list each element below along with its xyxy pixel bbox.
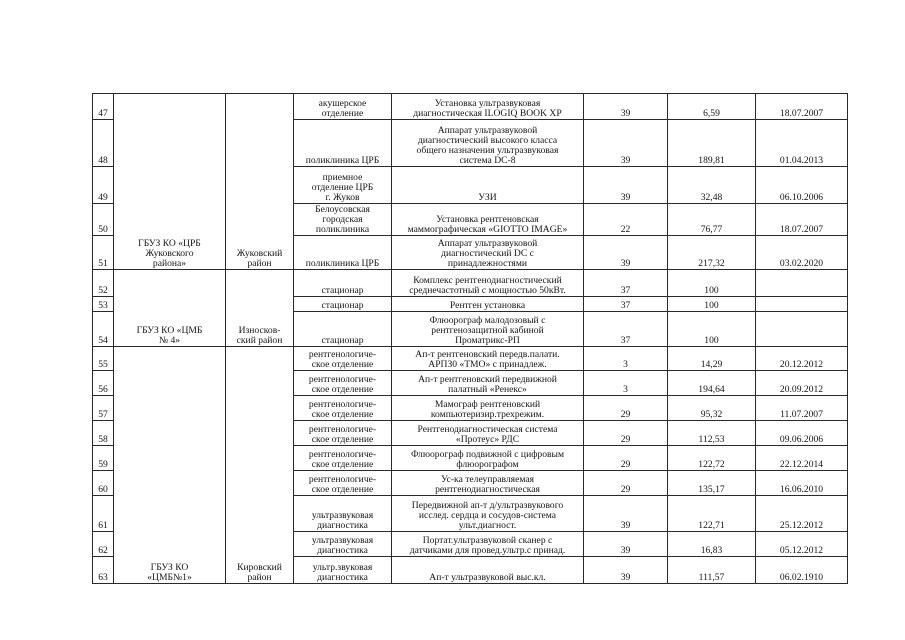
code-cell: 3: [584, 371, 668, 396]
district-cell: Износков- ский район: [226, 270, 294, 347]
date-cell: 25.12.2012: [756, 496, 848, 532]
date-cell: [756, 297, 848, 312]
equipment-cell: Ап-т рентгеновский передвижной палатный «Ренекс»: [392, 371, 584, 396]
cost-cell: 32,48: [668, 167, 756, 204]
district-cell: Кировский район: [226, 347, 294, 584]
date-cell: 20.09.2012: [756, 371, 848, 396]
department-cell: стационар: [294, 312, 392, 347]
row-number: 58: [93, 421, 114, 446]
equipment-cell: Флюорограф подвижной с цифровым флюорографом: [392, 446, 584, 471]
equipment-table: [92, 93, 848, 584]
code-cell: 39: [584, 94, 668, 120]
equipment-cell: Комплекс рентгенодиагностический среднечастотный с мощностью 50кВт.: [392, 270, 584, 297]
date-cell: 03.02.2020: [756, 236, 848, 270]
code-cell: 22: [584, 204, 668, 236]
department-cell: рентгенологиче- ское отделение: [294, 446, 392, 471]
date-cell: 18.07.2007: [756, 94, 848, 120]
date-cell: 05.12.2012: [756, 532, 848, 557]
equipment-cell: Ап-т рентгеновский передв.палати. АРПЗ0 «ТМО» с принадлеж.: [392, 347, 584, 371]
cost-cell: 122,72: [668, 446, 756, 471]
code-cell: 39: [584, 496, 668, 532]
cost-cell: 16,83: [668, 532, 756, 557]
department-cell: поликлиника ЦРБ: [294, 236, 392, 270]
date-cell: 06.02.1910: [756, 557, 848, 584]
code-cell: 39: [584, 532, 668, 557]
row-number: 51: [93, 236, 114, 270]
cost-cell: 95,32: [668, 396, 756, 421]
department-cell: ультр.звуковая диагностика: [294, 557, 392, 584]
row-number: 61: [93, 496, 114, 532]
code-cell: 29: [584, 471, 668, 496]
institution-cell: ГБУЗ КО «ЦРБ Жуковского района»: [114, 94, 226, 270]
code-cell: 29: [584, 421, 668, 446]
department-cell: акушерское отделение: [294, 94, 392, 120]
department-cell: рентгенологиче- ское отделение: [294, 421, 392, 446]
equipment-cell: Аппарат ультразвуковой диагностический высокого класса общего назначения ультразвуковая система DC-8: [392, 120, 584, 167]
department-cell: рентгенологиче- ское отделение: [294, 347, 392, 371]
table-row: [93, 347, 848, 371]
row-number: 62: [93, 532, 114, 557]
cost-cell: 111,57: [668, 557, 756, 584]
department-cell: Белоусовская городская поликлиника: [294, 204, 392, 236]
equipment-cell: Установка ультразвуковая диагностическая ILOGIQ BOOK XP: [392, 94, 584, 120]
table-row: [93, 270, 848, 297]
equipment-cell: УЗИ: [392, 167, 584, 204]
cost-cell: 194,64: [668, 371, 756, 396]
department-cell: стационар: [294, 270, 392, 297]
code-cell: 37: [584, 270, 668, 297]
row-number: 59: [93, 446, 114, 471]
code-cell: 39: [584, 557, 668, 584]
equipment-cell: Рентгенодиагностическая система «Протеус» РДС: [392, 421, 584, 446]
department-cell: стационар: [294, 297, 392, 312]
date-cell: 11.07.2007: [756, 396, 848, 421]
department-cell: рентгенологиче- ское отделение: [294, 371, 392, 396]
code-cell: 29: [584, 446, 668, 471]
row-number: 60: [93, 471, 114, 496]
cost-cell: 14,29: [668, 347, 756, 371]
cost-cell: 135,17: [668, 471, 756, 496]
row-number: 53: [93, 297, 114, 312]
equipment-cell: Флюорограф малодозовый с рентгенозащитной кабиной Проматрикс-РП: [392, 312, 584, 347]
equipment-cell: Портат.ультразвуковой сканер с датчиками для провед.ультр.с принад.: [392, 532, 584, 557]
equipment-cell: Передвижной ап-т д/ультразвукового исслед. сердца и сосудов-система ульт.диагност.: [392, 496, 584, 532]
date-cell: 20.12.2012: [756, 347, 848, 371]
date-cell: 16.06.2010: [756, 471, 848, 496]
date-cell: 09.06.2006: [756, 421, 848, 446]
equipment-cell: Аппарат ультразвуковой диагностический DC с принадлежностями: [392, 236, 584, 270]
code-cell: 3: [584, 347, 668, 371]
code-cell: 37: [584, 297, 668, 312]
department-cell: ультразвуковая диагностика: [294, 496, 392, 532]
cost-cell: 100: [668, 312, 756, 347]
district-cell: Жуковский район: [226, 94, 294, 270]
row-number: 55: [93, 347, 114, 371]
department-cell: ультразвуковая диагностика: [294, 532, 392, 557]
cost-cell: 217,32: [668, 236, 756, 270]
equipment-cell: Ап-т ультразвуковой выс.кл.: [392, 557, 584, 584]
code-cell: 39: [584, 236, 668, 270]
institution-cell: ГБУЗ КО «ЦМБ № 4»: [114, 270, 226, 347]
row-number: 48: [93, 120, 114, 167]
code-cell: 29: [584, 396, 668, 421]
department-cell: приемное отделение ЦРБ г. Жуков: [294, 167, 392, 204]
date-cell: 22.12.2014: [756, 446, 848, 471]
date-cell: [756, 270, 848, 297]
date-cell: [756, 312, 848, 347]
row-number: 49: [93, 167, 114, 204]
cost-cell: 122,71: [668, 496, 756, 532]
table-row: [93, 94, 848, 120]
cost-cell: 100: [668, 297, 756, 312]
cost-cell: 189,81: [668, 120, 756, 167]
institution-cell: ГБУЗ КО «ЦМБ№1»: [114, 347, 226, 584]
department-cell: рентгенологиче- ское отделение: [294, 396, 392, 421]
department-cell: рентгенологиче- ское отделение: [294, 471, 392, 496]
equipment-cell: Мамограф рентгеновский компьютеризир.трехрежим.: [392, 396, 584, 421]
code-cell: 39: [584, 167, 668, 204]
code-cell: 37: [584, 312, 668, 347]
equipment-cell: Установка рентгеновская маммографическая «GIOTTO IMAGE»: [392, 204, 584, 236]
row-number: 57: [93, 396, 114, 421]
cost-cell: 100: [668, 270, 756, 297]
cost-cell: 76,77: [668, 204, 756, 236]
row-number: 54: [93, 312, 114, 347]
code-cell: 39: [584, 120, 668, 167]
row-number: 63: [93, 557, 114, 584]
row-number: 47: [93, 94, 114, 120]
date-cell: 18.07.2007: [756, 204, 848, 236]
date-cell: 01.04.2013: [756, 120, 848, 167]
row-number: 52: [93, 270, 114, 297]
equipment-cell: Ус-ка телеуправляемая рентгенодиагностическая: [392, 471, 584, 496]
row-number: 50: [93, 204, 114, 236]
equipment-cell: Рентген установка: [392, 297, 584, 312]
cost-cell: 112,53: [668, 421, 756, 446]
department-cell: поликлиника ЦРБ: [294, 120, 392, 167]
cost-cell: 6,59: [668, 94, 756, 120]
date-cell: 06.10.2006: [756, 167, 848, 204]
row-number: 56: [93, 371, 114, 396]
